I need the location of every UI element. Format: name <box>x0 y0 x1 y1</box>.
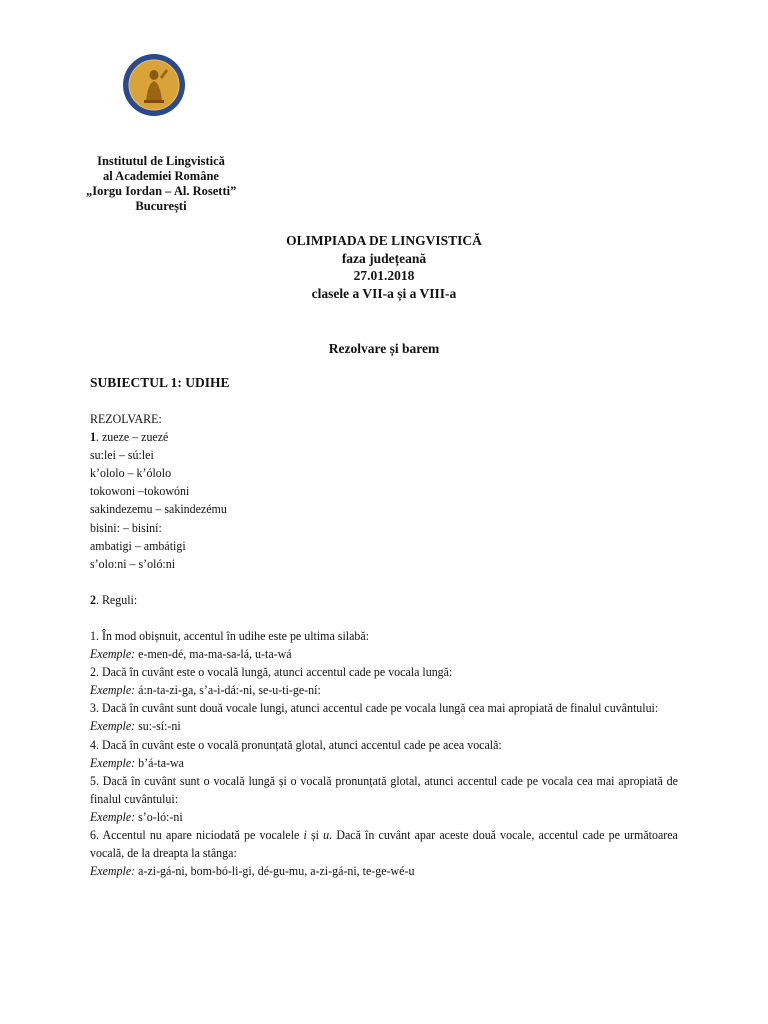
part1-first-pair: . zueze – zuezé <box>95 429 169 445</box>
institute-block <box>86 154 236 214</box>
part2-number: 2 <box>90 591 96 607</box>
institute-city: București <box>135 199 187 213</box>
rule-6-example: Exemple: a-zi-gá-ni, bom-bó-li-gi, dé-gu-mu, a-zi-gá-ni, te-ge-wé-u <box>90 863 415 879</box>
document-subtitle: Rezolvare și barem <box>328 341 440 356</box>
part2-label: . Reguli: <box>95 591 138 607</box>
academy-seal-icon <box>122 53 186 117</box>
rule-4-example: Exemple: b’á-ta-wa <box>90 754 184 770</box>
rule-3: 3. Dacă în cuvânt sunt două vocale lungi, atunci accentul cade pe vocala lungă cea mai apropiată de finalul cuvântului: <box>90 700 659 716</box>
rezolvare-label: REZOLVARE: <box>90 411 162 426</box>
document-classes: clasele a VII-a și a VIII-a <box>311 285 457 301</box>
word-pair: ambatigi – ambátigi <box>90 537 186 553</box>
institute-namesake: „Iorgu Iordan – Al. Rosetti” <box>86 184 237 198</box>
word-pair: k’ololo – k’ólolo <box>90 465 172 481</box>
rule-5-example: Exemple: s’o-ló:-ni <box>90 808 183 824</box>
rule-2: 2. Dacă în cuvânt este o vocală lungă, atunci accentul cade pe vocala lungă: <box>90 664 453 680</box>
word-pair: s’olo:ni – s’oló:ni <box>90 555 176 571</box>
rule-1: 1. În mod obișnuit, accentul în udihe este pe ultima silabă: <box>90 627 370 643</box>
document-title: OLIMPIADA DE LINGVISTICĂ <box>286 233 482 248</box>
subject-heading: SUBIECTUL 1: UDIHE <box>90 375 230 390</box>
example-label: Exemple: <box>90 808 136 824</box>
rule-6: 6. Accentul nu apare niciodată pe vocalele i și u. Dacă în cuvânt apar aceste două vocale, accentul cade pe următoarea vocală, de la dreapta la stânga: <box>90 826 678 861</box>
document-header <box>0 232 768 302</box>
part1-number: 1 <box>90 429 96 445</box>
word-pair: tokowoni –tokowóni <box>90 483 190 499</box>
example-label: Exemple: <box>90 863 136 879</box>
example-label: Exemple: <box>90 682 136 698</box>
word-pair: bisini: – bisiní: <box>90 519 162 535</box>
document-date: 27.01.2018 <box>353 268 415 283</box>
rule-4: 4. Dacă în cuvânt este o vocală pronunțată glotal, atunci accentul cade pe acea vocală: <box>90 736 502 752</box>
rule-5: 5. Dacă în cuvânt sunt o vocală lungă și o vocală pronunțată glotal, atunci accentul cade pe vocala cea mai apropiată de finalul cuvântului: <box>90 772 678 806</box>
part2-heading <box>90 591 631 609</box>
rule-1-example: Exemple: e-men-dé, ma-ma-sa-lá, u-ta-wá <box>90 646 292 662</box>
example-label: Exemple: <box>90 718 136 734</box>
institute-name: Institutul de Lingvistică <box>97 154 225 168</box>
vowel-i: i <box>303 826 307 842</box>
document-phase: faza județeană <box>341 250 427 266</box>
example-label: Exemple: <box>90 754 136 770</box>
institute-academy: al Academiei Române <box>103 169 219 183</box>
rule-3-example: Exemple: su:-sí:-ni <box>90 718 181 734</box>
vowel-u: u <box>323 826 330 842</box>
word-pair: su:lei – sú:lei <box>90 447 154 463</box>
example-label: Exemple: <box>90 646 136 662</box>
part1-first-line <box>90 428 631 446</box>
solution-body <box>90 410 678 880</box>
rule-2-example: Exemple: á:n-ta-zi-ga, s’a-i-dá:-ni, se-u-ti-ge-ní: <box>90 682 321 698</box>
word-pair: sakindezemu – sakindezému <box>90 501 227 517</box>
